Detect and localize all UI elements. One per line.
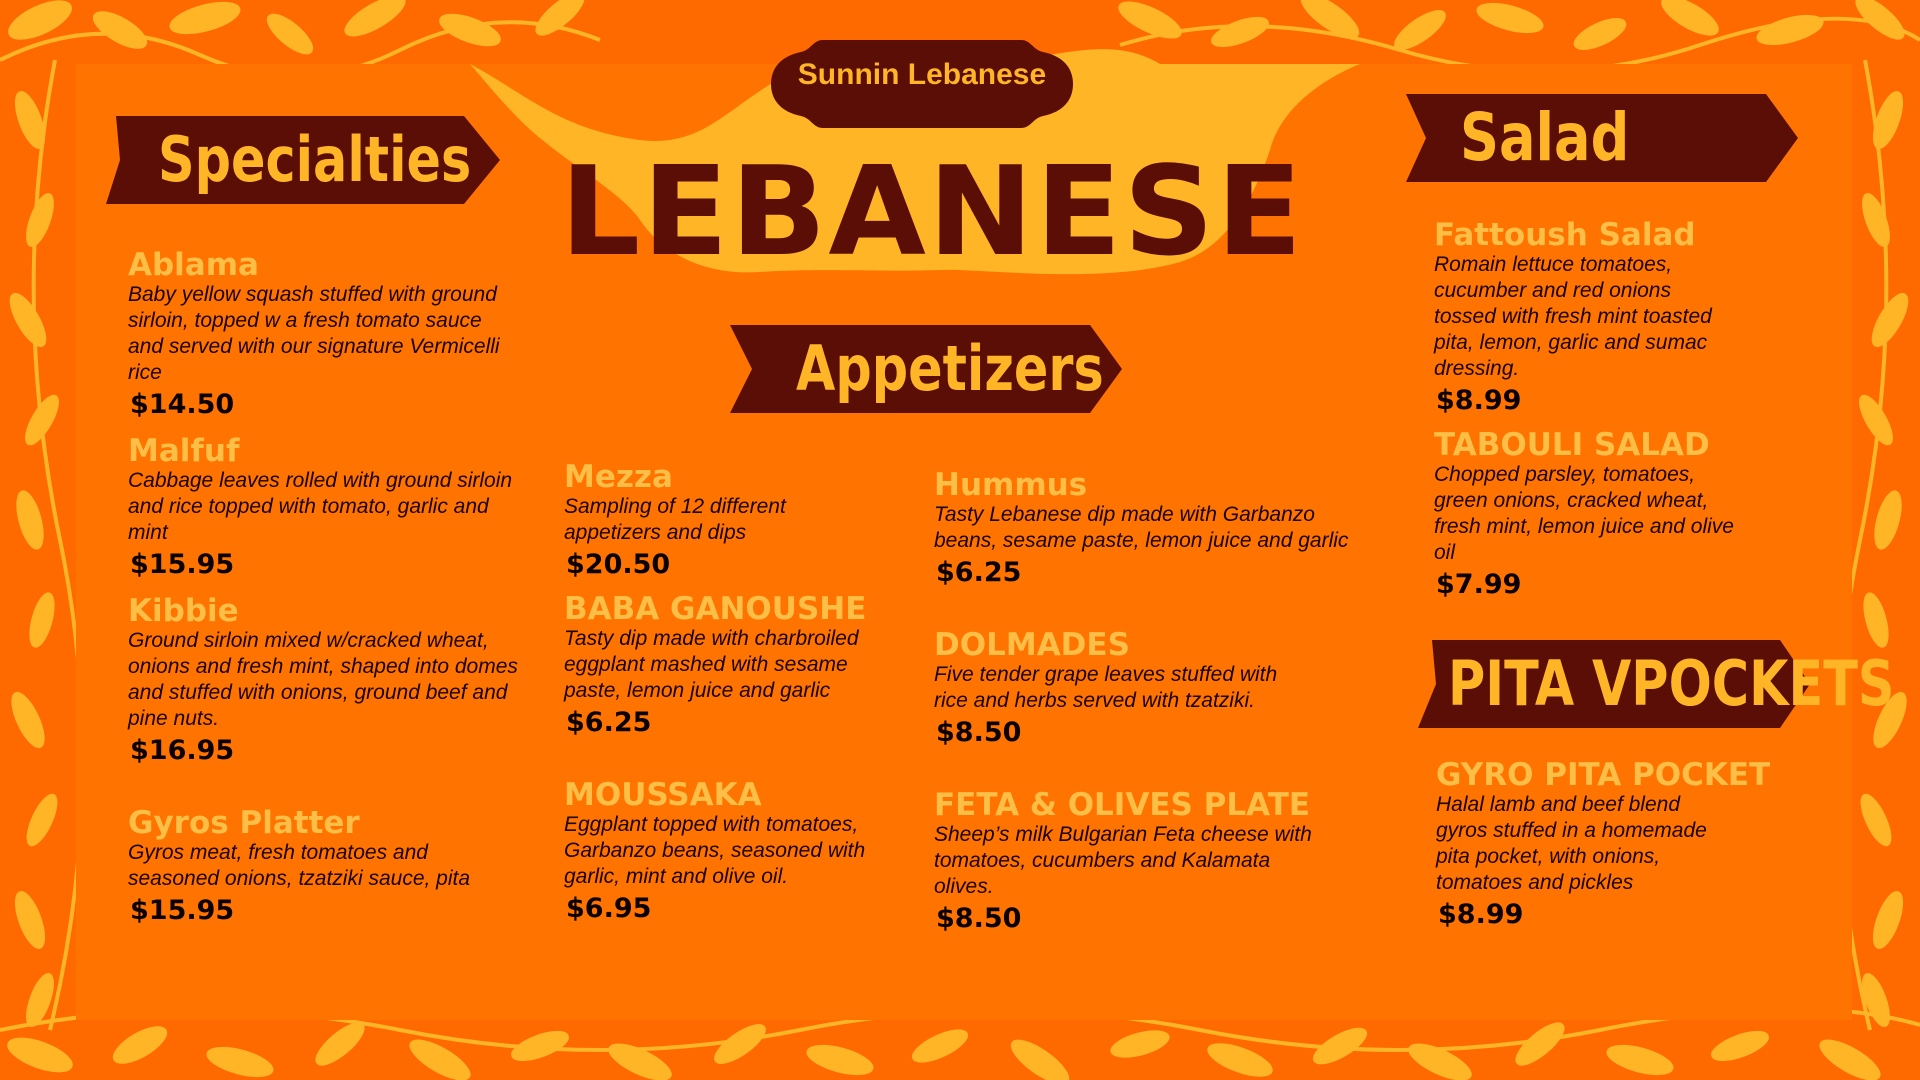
item-description: Five tender grape leaves stuffed with rice and herbs served with tzatziki.	[934, 663, 1278, 712]
menu-item	[934, 788, 1334, 936]
item-price: $8.50	[936, 903, 1022, 934]
menu-item	[128, 434, 518, 582]
pita-banner	[1418, 640, 1895, 728]
item-price: $7.99	[1436, 569, 1522, 600]
salad-banner	[1406, 94, 1798, 182]
menu-item	[128, 594, 518, 768]
item-name: Gyros Platter	[128, 805, 360, 841]
brand-name: Sunnin Lebanese	[797, 58, 1047, 91]
item-name: BABA GANOUSHE	[564, 591, 867, 627]
item-price: $6.95	[566, 893, 652, 924]
menu-item	[934, 468, 1354, 590]
menu-item	[564, 778, 882, 926]
specialties-banner	[106, 116, 500, 204]
menu-item	[1434, 218, 1724, 418]
headline-title: LEBANESE	[560, 139, 1305, 284]
appetizers-heading: Appetizers	[796, 332, 1104, 405]
item-description: Halal lamb and beef blend gyros stuffed in a homemade pita pocket, with onions, tomatoes and pickles	[1436, 793, 1707, 894]
appetizers-banner	[730, 325, 1122, 413]
menu-item	[564, 460, 882, 582]
item-price: $16.95	[130, 735, 235, 766]
item-name: TABOULI SALAD	[1434, 427, 1710, 463]
item-price: $15.95	[130, 895, 235, 926]
item-description: Ground sirloin mixed w/cracked wheat, onions and fresh mint, shaped into domes and stuffed with onions, ground beef and pine nuts.	[128, 629, 518, 730]
item-name: Hummus	[934, 467, 1088, 503]
item-price: $6.25	[566, 707, 652, 738]
specialties-heading: Specialties	[158, 123, 472, 196]
item-price: $6.25	[936, 557, 1022, 588]
item-price: $8.99	[1438, 899, 1524, 930]
menu-item	[934, 628, 1314, 750]
menu-item	[564, 592, 882, 740]
item-name: Kibbie	[128, 593, 239, 629]
item-description: Romain lettuce tomatoes, cucumber and red onions tossed with fresh mint toasted pita, lemon, garlic and sumac dressing.	[1434, 253, 1712, 380]
item-description: Tasty Lebanese dip made with Garbanzo beans, sesame paste, lemon juice and garlic	[934, 503, 1349, 552]
item-name: DOLMADES	[934, 627, 1130, 663]
item-description: Eggplant topped with tomatoes, Garbanzo beans, seasoned with garlic, mint and olive oil.	[564, 813, 866, 888]
item-name: Mezza	[564, 459, 673, 495]
menu-item	[1434, 428, 1734, 602]
item-description: Sheep’s milk Bulgarian Feta cheese with tomatoes, cucumbers and Kalamata olives.	[934, 823, 1312, 898]
item-price: $8.99	[1436, 385, 1522, 416]
item-name: Malfuf	[128, 433, 240, 469]
item-description: Tasty dip made with charbroiled eggplant mashed with sesame paste, lemon juice and garlic	[564, 627, 859, 702]
menu-item	[128, 248, 518, 422]
item-name: Fattoush Salad	[1434, 217, 1696, 253]
item-description: Baby yellow squash stuffed with ground sirloin, topped w a fresh tomato sauce and served with our signature Vermicelli rice	[128, 283, 500, 384]
item-description: Gyros meat, fresh tomatoes and seasoned onions, tzatziki sauce, pita	[128, 841, 471, 890]
item-price: $14.50	[130, 389, 235, 420]
salad-heading: Salad	[1460, 99, 1630, 176]
menu-item	[1436, 757, 1771, 932]
item-price: $20.50	[566, 549, 671, 580]
pita-heading: PITA VPOCKETS	[1448, 647, 1895, 720]
item-name: FETA & OLIVES PLATE	[934, 787, 1311, 823]
item-name: Ablama	[128, 247, 259, 283]
item-description: Chopped parsley, tomatoes, green onions, cracked wheat, fresh mint, lemon juice and olive oil	[1434, 463, 1734, 564]
menu-item	[128, 806, 518, 928]
item-name: GYRO PITA POCKET	[1436, 757, 1771, 793]
item-price: $15.95	[130, 549, 235, 580]
item-name: MOUSSAKA	[564, 777, 762, 813]
item-description: Cabbage leaves rolled with ground sirloin and rice topped with tomato, garlic and mint	[128, 469, 513, 544]
item-description: Sampling of 12 different appetizers and dips	[564, 495, 786, 544]
item-price: $8.50	[936, 717, 1022, 748]
